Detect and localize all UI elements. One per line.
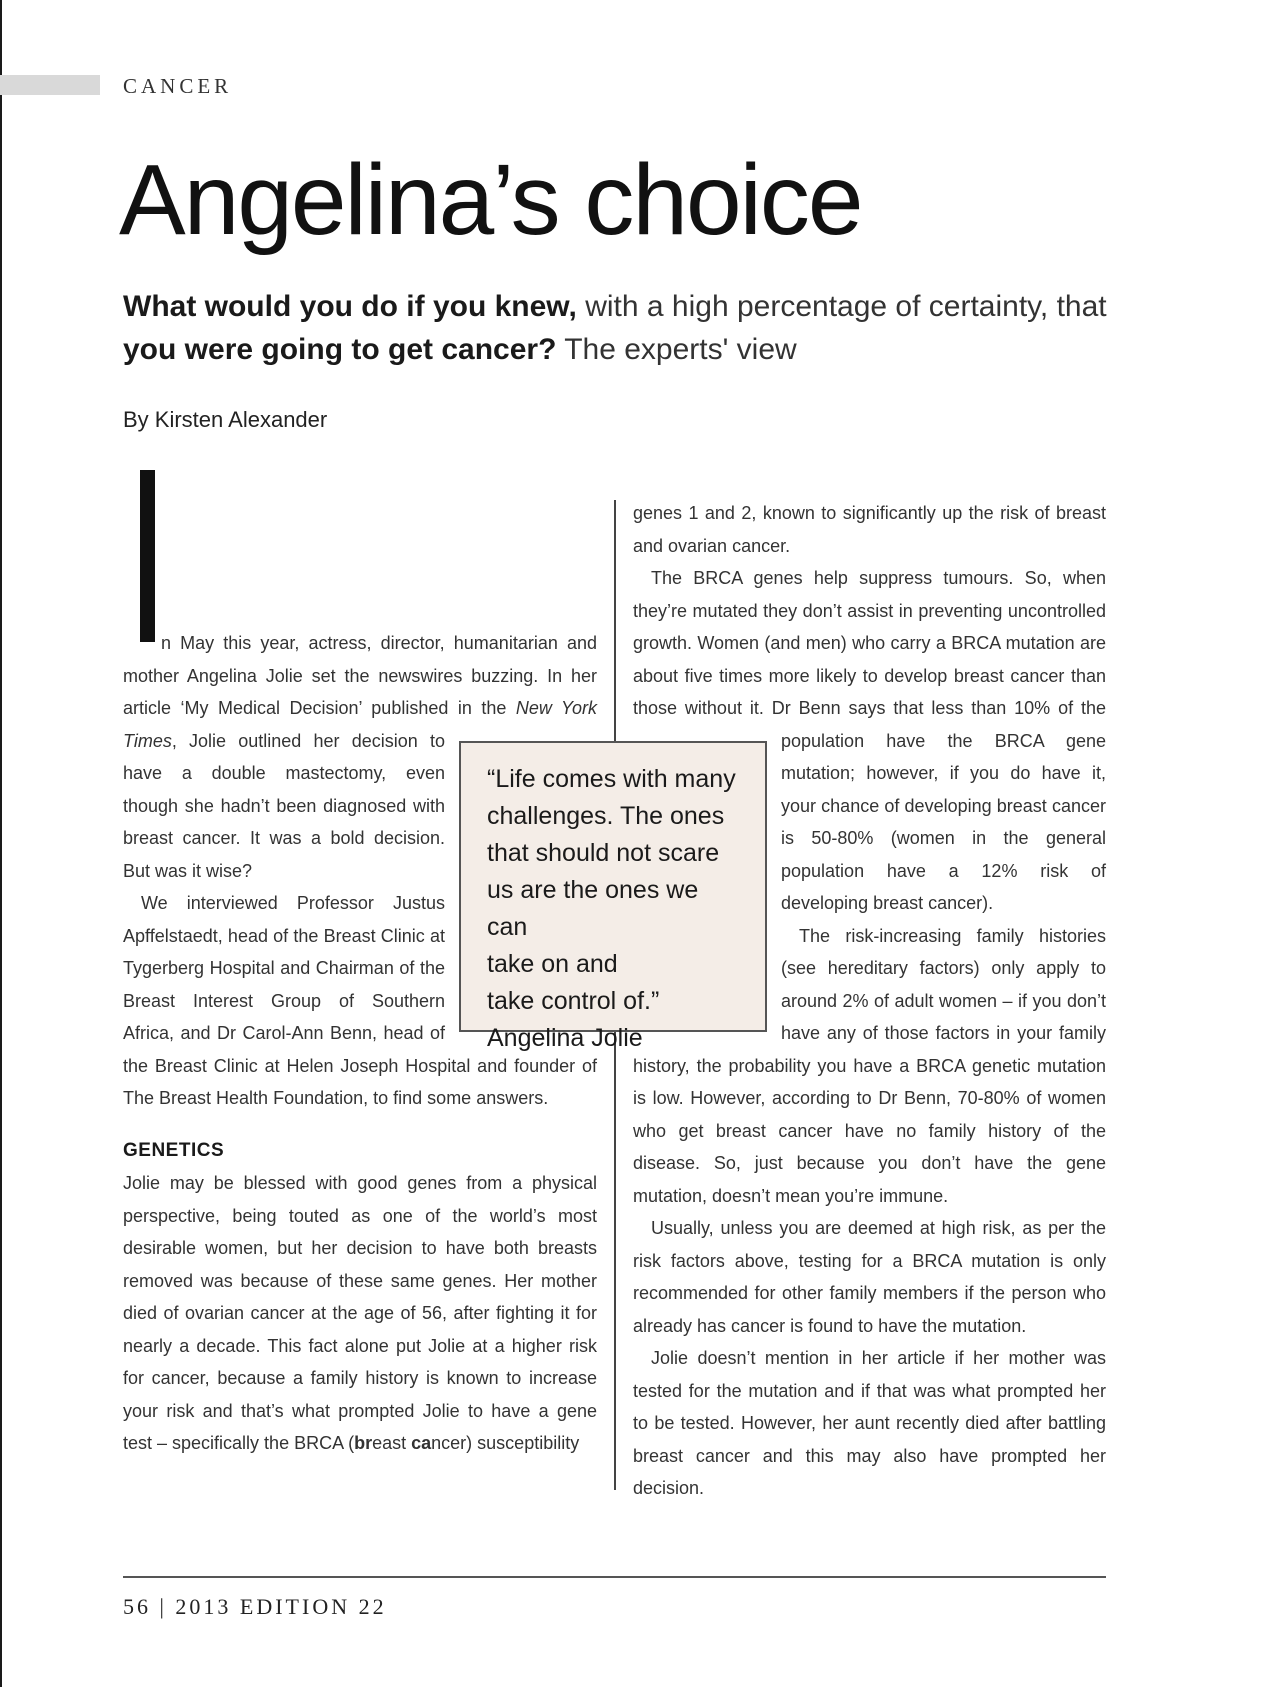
column-2-paragraph-4: Usually, unless you are deemed at high risk, as per the risk factors above, testing for a BRCA mutation is only recommended for other family members if the person who already has cancer is found to have the mutation. [633,1218,1106,1336]
pull-quote-attribution: Angelina Jolie [487,1024,643,1052]
paragraph-3-text-c: ncer) susceptibility [431,1433,580,1453]
pull-quote-line: challenges. The ones [487,802,725,830]
standfirst-text-1: with a high percentage of certainty, that [576,290,1107,323]
standfirst-text-2: The experts' view [556,333,797,366]
pull-quote-line: take on and [487,950,618,978]
pull-quote-line: “Life comes with many [487,765,736,793]
footer-rule [123,1576,1106,1578]
paragraph-2: We interviewed Professor Justus Apffelstaedt, head of the Breast Clinic at Tygerberg Hospital and Chairman of the Breast Interest Group of Southern Africa, and Dr Carol-Ann Benn, head of the Breast Clinic at Helen Joseph Hospital and founder of The Breast Health Foundation, to find some answers. [123,893,597,1108]
paragraph-1-italic: New York Times [123,698,598,751]
section-bar [0,75,100,95]
page-edge [0,0,2,1687]
standfirst [123,285,1123,371]
genetics-heading: GENETICS [123,1139,225,1161]
paragraph-3 [123,1167,597,1460]
standfirst-bold-1: What would you do if you knew, [123,290,577,323]
paragraph-3-bold-br: br [354,1433,373,1453]
pull-quote [459,741,767,1052]
pull-quote-line: us are the ones we can [487,876,699,941]
drop-cap-letter-i [140,470,155,642]
paragraph-1-text-b: , Jolie outlined her decision to have a double mastectomy, even though she hadn’t been diagnosed with breast cancer. It was a bold decision. But was it wise? [123,730,445,881]
pull-quote-line: that should not scare [487,839,720,867]
paragraph-3-bold-ca: ca [411,1433,432,1453]
column-2-paragraph-3: The risk-increasing family histories (see hereditary factors) only apply to around 2% of adult women – if you don’t have any of those factors in your family history, the probability you have a BRCA genetic mutation is low. However, according to Dr Benn, 70-80% of women who get breast cancer have no family history of the disease. So, just because you don’t have the gene mutation, doesn’t mean you’re immune. [633,925,1106,1206]
standfirst-bold-2: you were going to get cancer? [123,333,557,366]
column-2-paragraph-5: Jolie doesn’t mention in her article if her mother was tested for the mutation and if that was what prompted her to be tested. However, her aunt recently died after battling breast cancer and this may also have prompted her decision. [633,1348,1106,1498]
paragraph-3-text-a: Jolie may be blessed with good genes from a physical perspective, being touted as one of the world’s most desirable women, but her decision to have both breasts removed was because of these same genes. Her mother died of ovarian cancer at the age of 56, after fighting it for nearly a decade. This fact alone put Jolie at a higher risk for cancer, because a family history is known to increase your risk and that’s what prompted Jolie to have a gene test – specifically the BRCA ( [123,1173,597,1453]
paragraph-3-text-b: east [372,1433,412,1453]
pull-quote-line: take control of.” [487,987,660,1015]
section-label: CANCER [123,74,233,98]
page-folio: 56 | 2013 EDITION 22 [123,1594,387,1619]
article-title: Angelina’s choice [119,144,862,256]
column-2-paragraph-1: genes 1 and 2, known to significantly up the risk of breast and ovarian cancer. [633,503,1106,556]
paragraph-1-text-a: n May this year, actress, director, humanitarian and mother Angelina Jolie set the newswires buzzing. In her article ‘My Medical Decision’ published in the [123,633,597,718]
column-2-paragraph-2: The BRCA genes help suppress tumours. So, when they’re mutated they don’t assist in preventing uncontrolled growth. Women (and men) who carry a BRCA mutation are about five times more likely to develop breast cancer than those without it. Dr Benn says that less than 10% of the population have the BRCA gene mutation; however, if you do have it, your chance of developing breast cancer is 50-80% (women in the general population have a 12% risk of developing breast cancer). [633,568,1106,913]
byline: By Kirsten Alexander [123,407,328,432]
